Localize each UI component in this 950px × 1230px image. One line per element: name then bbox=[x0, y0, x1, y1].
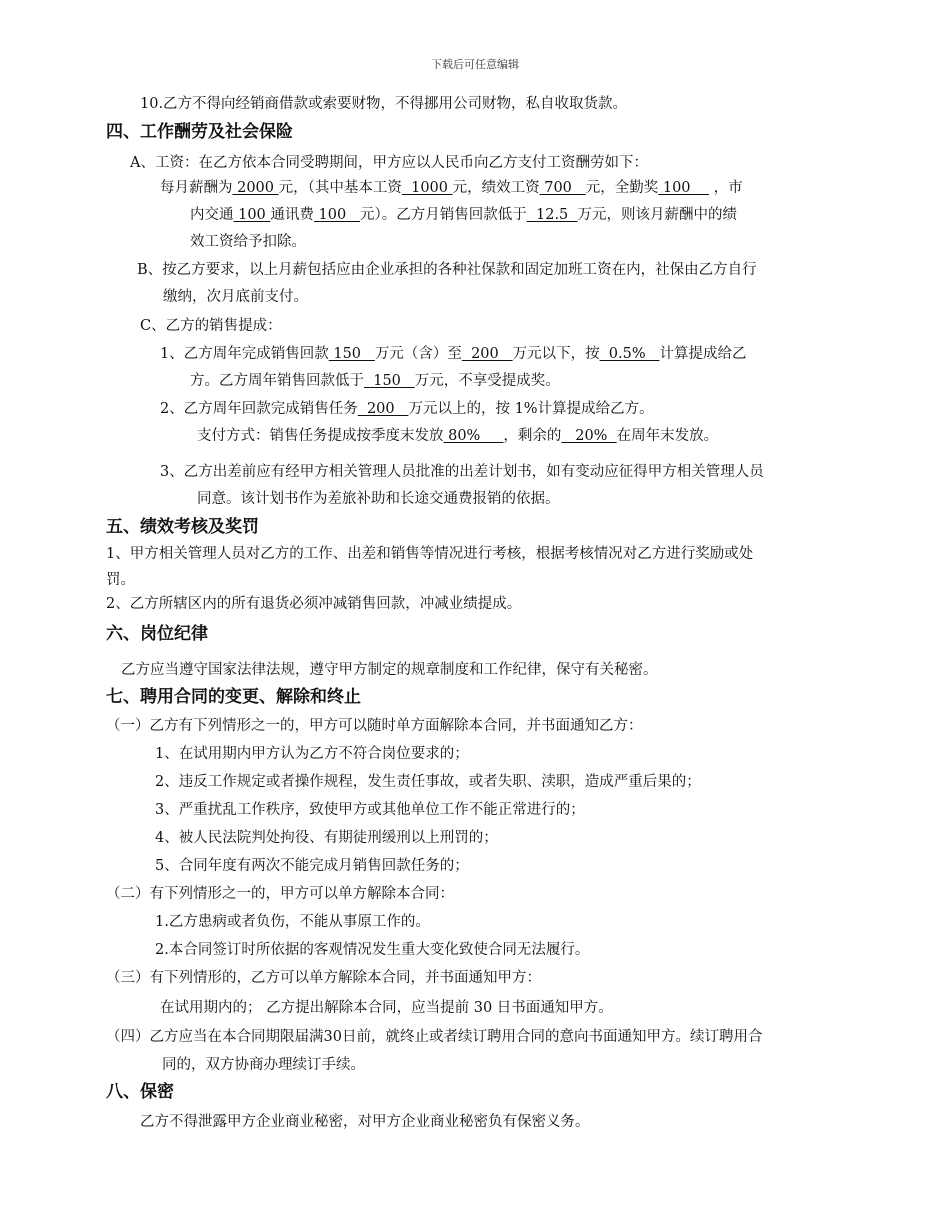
transport-value: 100 bbox=[233, 207, 271, 223]
assessment-line-1: 1、甲方相关管理人员对乙方的工作、出差和销售等情况进行考核，根据考核情况对乙方进行奖励或处 bbox=[106, 546, 754, 562]
list-item: 2.本合同签订时所依据的客观情况发生重大变化致使合同无法履行。 bbox=[155, 942, 590, 958]
list-item: 在试用期内的； 乙方提出解除本合同，应当提前 30 日书面通知甲方。 bbox=[160, 1000, 613, 1016]
list-item: 1、在试用期内甲方认为乙方不符合岗位要求的； bbox=[155, 746, 469, 762]
termination-group-3: （三）有下列情形的，乙方可以单方解除本合同，并书面通知甲方： bbox=[106, 970, 541, 986]
clause-item-10: 10.乙方不得向经销商借款或索要财物，不得挪用公司财物，私自收取货款。 bbox=[140, 96, 628, 112]
section-title-7: 七、聘用合同的变更、解除和终止 bbox=[106, 687, 361, 707]
section-title-8: 八、保密 bbox=[106, 1082, 174, 1102]
list-item: 2、违反工作规定或者操作规程，发生责任事故，或者失职、渎职，造成严重后果的； bbox=[155, 774, 701, 790]
commission-3-line-2: 同意。该计划书作为差旅补助和长途交通费报销的依据。 bbox=[197, 491, 560, 507]
termination-group-2: （二）有下列情形之一的，甲方可以单方解除本合同： bbox=[106, 886, 454, 902]
monthly-pay-value: 2000 bbox=[232, 180, 279, 196]
salary-line-2: 内交通 100 通讯费 100 元）。乙方月销售回款低于 12.5 万元，则该月薪酬中的绩 bbox=[190, 207, 738, 223]
commission-3-line-1: 3、乙方出差前应有经甲方相关管理人员批准的出差计划书，如有变动应征得甲方相关管理人员 bbox=[160, 464, 764, 480]
assessment-line-2: 罚。 bbox=[106, 572, 135, 588]
commission-1-line-1: 1、乙方周年完成销售回款 150 万元（含）至 200 万元以下，按 0.5% 计算提成给乙 bbox=[160, 346, 747, 362]
list-item: 5、合同年度有两次不能完成月销售回款任务的； bbox=[155, 858, 469, 874]
section-title-6: 六、岗位纪律 bbox=[106, 624, 208, 644]
sales-threshold-value: 12.5 bbox=[526, 207, 578, 223]
list-item: 3、严重扰乱工作秩序，致使甲方或其他单位工作不能正常进行的； bbox=[155, 802, 585, 818]
termination-group-4-line-1: （四）乙方应当在本合同期限届满30日前，就终止或者续订聘用合同的意向书面通知甲方。续订聘用合 bbox=[106, 1029, 763, 1045]
commission-intro: C、乙方的销售提成： bbox=[140, 318, 282, 334]
page-header: 下载后可任意编辑 bbox=[431, 58, 519, 71]
list-item: 4、被人民法院判处拘役、有期徒刑缓刑以上刑罚的； bbox=[155, 830, 498, 846]
returns-line: 2、乙方所辖区内的所有退货必须冲减销售回款，冲减业绩提成。 bbox=[106, 596, 522, 612]
commission-1-line-2: 方。乙方周年销售回款低于 150 万元，不享受提成奖。 bbox=[190, 373, 560, 389]
section-title-5: 五、绩效考核及奖罚 bbox=[106, 517, 259, 537]
salary-intro: A、工资：在乙方依本合同受聘期间，甲方应以人民币向乙方支付工资酬劳如下： bbox=[130, 155, 648, 171]
confidentiality-line: 乙方不得泄露甲方企业商业秘密，对甲方企业商业秘密负有保密义务。 bbox=[140, 1114, 590, 1130]
list-item: 1.乙方患病或者负伤，不能从事原工作的。 bbox=[155, 914, 430, 930]
discipline-line: 乙方应当遵守国家法律法规，遵守甲方制定的规章制度和工作纪律，保守有关秘密。 bbox=[121, 662, 658, 678]
section-title-4: 四、工作酬劳及社会保险 bbox=[106, 122, 293, 142]
salary-line-1: 每月薪酬为 2000 元，（其中基本工资 1000 元，绩效工资 700 元，全勤奖 100 ，市 bbox=[160, 180, 743, 196]
performance-pay-value: 700 bbox=[539, 180, 586, 196]
communication-value: 100 bbox=[313, 207, 361, 223]
social-insurance-line-2: 缴纳，次月底前支付。 bbox=[163, 289, 308, 305]
commission-2-line-1: 2、乙方周年回款完成销售任务 200 万元以上的，按 1%计算提成给乙方。 bbox=[160, 401, 654, 417]
termination-group-4-line-2: 同的，双方协商办理续订手续。 bbox=[162, 1057, 365, 1073]
attendance-bonus-value: 100 bbox=[658, 180, 709, 196]
base-pay-value: 1000 bbox=[401, 180, 453, 196]
termination-group-1: （一）乙方有下列情形之一的，甲方可以随时单方面解除本合同，并书面通知乙方： bbox=[106, 718, 643, 734]
salary-line-3: 效工资给予扣除。 bbox=[190, 234, 306, 250]
payment-method-line: 支付方式：销售任务提成按季度末发放 80% ，剩余的 20% 在周年末发放。 bbox=[197, 428, 719, 444]
social-insurance-line-1: B、按乙方要求，以上月薪包括应由企业承担的各种社保款和固定加班工资在内，社保由乙方自行 bbox=[137, 262, 757, 278]
